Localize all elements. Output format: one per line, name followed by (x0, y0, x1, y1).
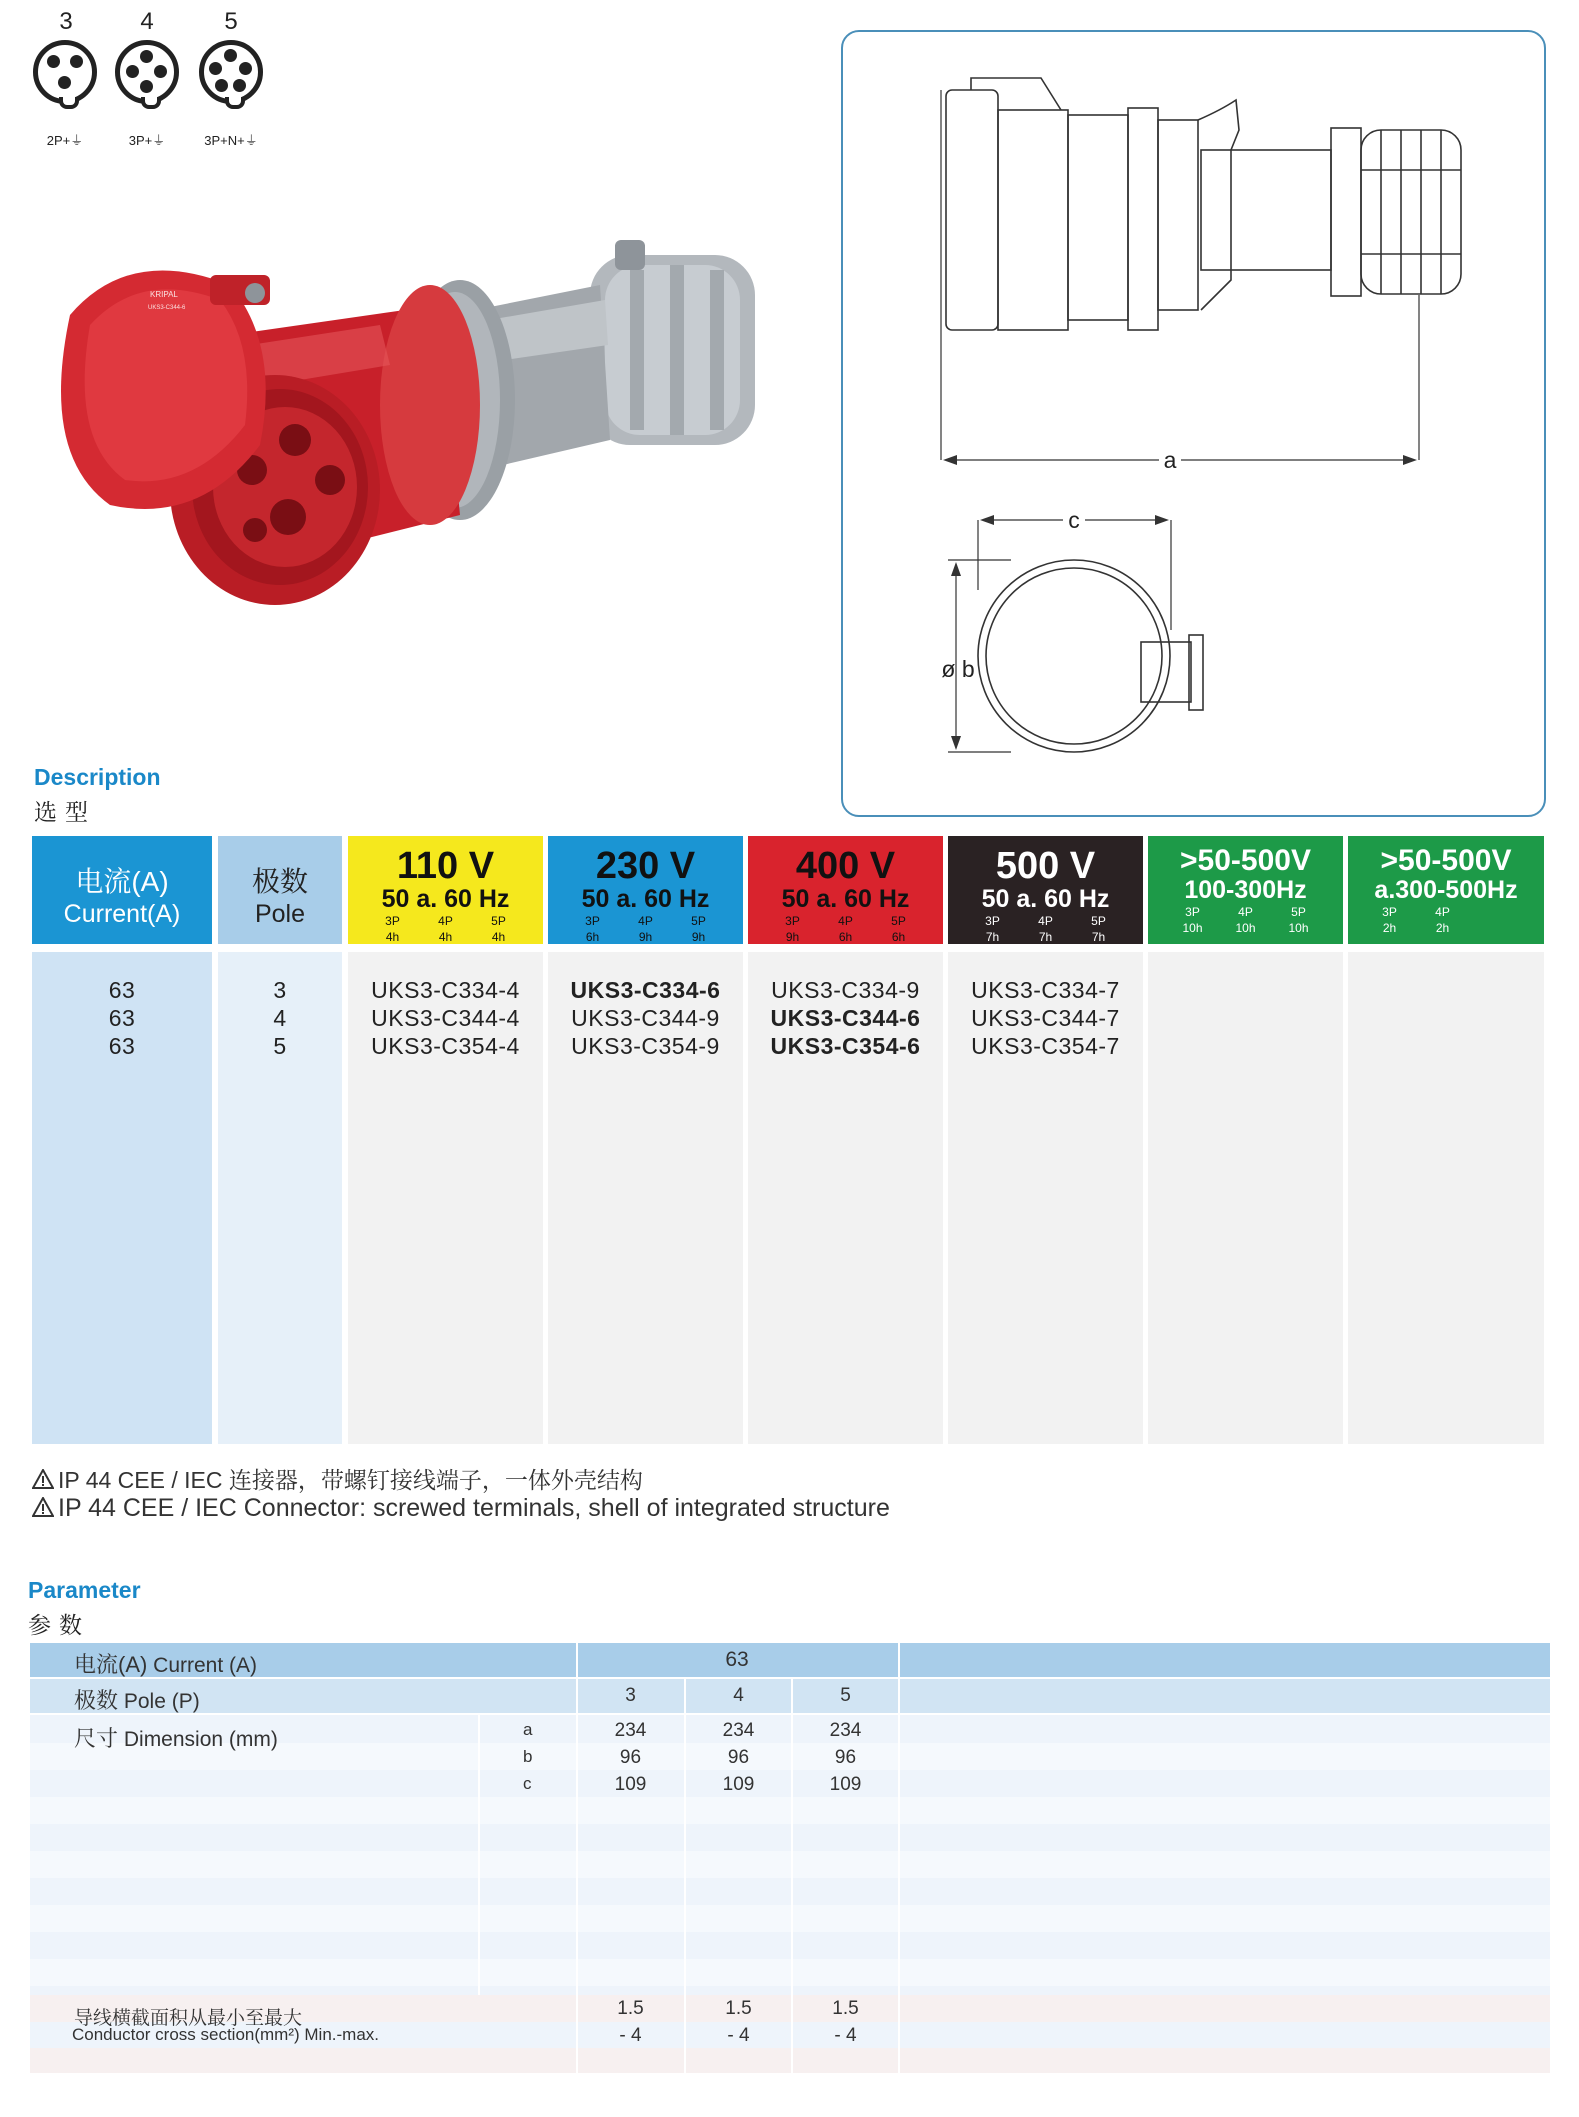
500v-column (948, 952, 1143, 1444)
hz-label: 50 a. 60 Hz (781, 885, 910, 913)
pole-column (218, 952, 342, 1444)
table-cell: 63 (108, 1005, 136, 1031)
model-number: UKS3-C354-9 (571, 1033, 720, 1059)
dim-b-label: ø b (941, 656, 975, 682)
parameter-title-cn: 参数 (28, 1612, 90, 1638)
dimension-key: b (523, 1747, 533, 1766)
230v-column (548, 952, 743, 1444)
model-number: UKS3-C334-7 (971, 977, 1120, 1003)
pin-5-icon (199, 40, 263, 104)
param-pole-value: 5 (840, 1685, 851, 1706)
110v-column (348, 952, 543, 1444)
header-110v: 110 V 50 a. 60 Hz 3P 4P 5P 4h 4h 4h (348, 836, 543, 944)
header-230v: 230 V 50 a. 60 Hz 3P 4P 5P 6h 9h 9h (548, 836, 743, 944)
conductor-max: - 4 (727, 2025, 750, 2046)
volt-label: 110 V (396, 845, 495, 887)
dimension-value: 96 (619, 1747, 642, 1768)
conductor-max: - 4 (619, 2025, 642, 2046)
param-pole-label: 极数 Pole (P) (74, 1688, 200, 1713)
volt-label: >50-500V (1380, 844, 1512, 877)
param-pole-value: 4 (733, 1685, 744, 1706)
param-dimension-label: 尺寸 Dimension (mm) (74, 1726, 278, 1751)
dimension-value: 234 (829, 1720, 862, 1741)
hz-label: 50 a. 60 Hz (981, 885, 1110, 913)
product-image (30, 225, 790, 620)
model-number: UKS3-C334-4 (371, 977, 520, 1003)
pole-number: 3 (59, 8, 73, 35)
model-number: UKS3-C344-6 (770, 1005, 921, 1031)
header-current (32, 836, 212, 944)
hz-label: a.300-500Hz (1374, 876, 1518, 904)
param-pole-value: 3 (625, 1685, 636, 1706)
model-number: UKS3-C334-6 (570, 977, 721, 1003)
300-500hz-column (1348, 952, 1544, 1444)
dimension-value: 109 (722, 1774, 755, 1795)
volt-label: 230 V (595, 845, 696, 887)
param-conductor-label-en: Conductor cross section(mm²) Min.-max. (72, 2025, 380, 2044)
table-cell: 63 (108, 977, 136, 1003)
volt-label: >50-500V (1180, 844, 1311, 877)
header-pole (218, 836, 342, 944)
header-pole-cn: 极数 (251, 866, 308, 897)
model-number: UKS3-C354-7 (971, 1033, 1120, 1059)
model-number: UKS3-C354-4 (371, 1033, 520, 1059)
cover-brand: KRIPAL (150, 290, 178, 299)
warning-icon (32, 1497, 54, 1517)
conductor-min: 1.5 (617, 1998, 644, 2019)
dimension-value: 96 (727, 1747, 750, 1768)
current-column (32, 952, 212, 1444)
pole-label: 2P+⏚ (46, 133, 84, 148)
hz-label: 100-300Hz (1184, 876, 1307, 904)
conductor-min: 1.5 (832, 1998, 859, 2019)
header-500v: 500 V 50 a. 60 Hz 3P 4P 5P 7h 7h 7h (948, 836, 1143, 944)
dim-c-label: c (1068, 507, 1080, 533)
model-number: UKS3-C344-4 (371, 1005, 520, 1031)
volt-label: 400 V (795, 845, 896, 887)
header-current-en: Current(A) (63, 900, 181, 928)
pole-number: 5 (224, 8, 238, 35)
dimension-value: 109 (614, 1774, 647, 1795)
cover-code: UKS3-C344-6 (148, 305, 186, 311)
header-pole-en: Pole (254, 900, 306, 928)
model-number: UKS3-C354-6 (770, 1033, 921, 1059)
model-number: UKS3-C344-9 (571, 1005, 720, 1031)
100-300hz-column (1148, 952, 1343, 1444)
note-cn: IP 44 CEE / IEC 连接器，带螺钉接线端子，一体外壳结构 (32, 1462, 643, 1495)
400v-column (748, 952, 943, 1444)
dimension-value: 109 (829, 1774, 862, 1795)
header-400v: 400 V 50 a. 60 Hz 3P 4P 5P 9h 6h 6h (748, 836, 943, 944)
dimension-key: c (523, 1774, 532, 1793)
dimension-value: 234 (614, 1720, 647, 1741)
model-number: UKS3-C344-7 (971, 1005, 1120, 1031)
technical-drawing (841, 30, 1546, 817)
warning-icon (32, 1469, 54, 1489)
parameter-title: Parameter (28, 1577, 141, 1603)
param-conductor-label-cn: 导线横截面积从最小至最大 (74, 2008, 303, 2029)
description-title-cn: 选型 (34, 799, 96, 825)
param-current-label: 电流(A) Current (A) (74, 1652, 258, 1677)
pin-4-icon (115, 40, 179, 104)
table-cell: 63 (108, 1033, 136, 1059)
pole-label: 3P+⏚ (128, 133, 166, 148)
dimension-value: 96 (834, 1747, 857, 1768)
header-50-500v-300-500hz: >50-500V a.300-500Hz 3P 4P 2h 2h (1348, 836, 1544, 944)
conductor-min: 1.5 (725, 1998, 752, 2019)
table-cell: 3 (273, 977, 287, 1003)
header-50-500v-100-300hz: >50-500V 100-300Hz 3P 4P 5P 10h 10h 10h (1148, 836, 1343, 944)
note-en: IP 44 CEE / IEC Connector: screwed terminals, shell of integrated structure (32, 1494, 890, 1523)
dimension-key: a (523, 1720, 533, 1739)
hz-label: 50 a. 60 Hz (381, 885, 510, 913)
description-title: Description (34, 764, 161, 790)
volt-label: 500 V (995, 845, 1096, 887)
dimension-value: 234 (722, 1720, 755, 1741)
dim-a-label: a (1163, 447, 1177, 473)
param-current-value: 63 (725, 1648, 749, 1671)
hz-label: 50 a. 60 Hz (581, 885, 710, 913)
table-cell: 5 (273, 1033, 287, 1059)
pole-label: 3P+N+⏚ (204, 133, 258, 148)
pin-3-icon (33, 40, 97, 104)
header-current-cn: 电流(A) (75, 866, 169, 897)
table-cell: 4 (273, 1005, 287, 1031)
model-number: UKS3-C334-9 (771, 977, 920, 1003)
pole-number: 4 (140, 8, 154, 35)
conductor-max: - 4 (834, 2025, 857, 2046)
